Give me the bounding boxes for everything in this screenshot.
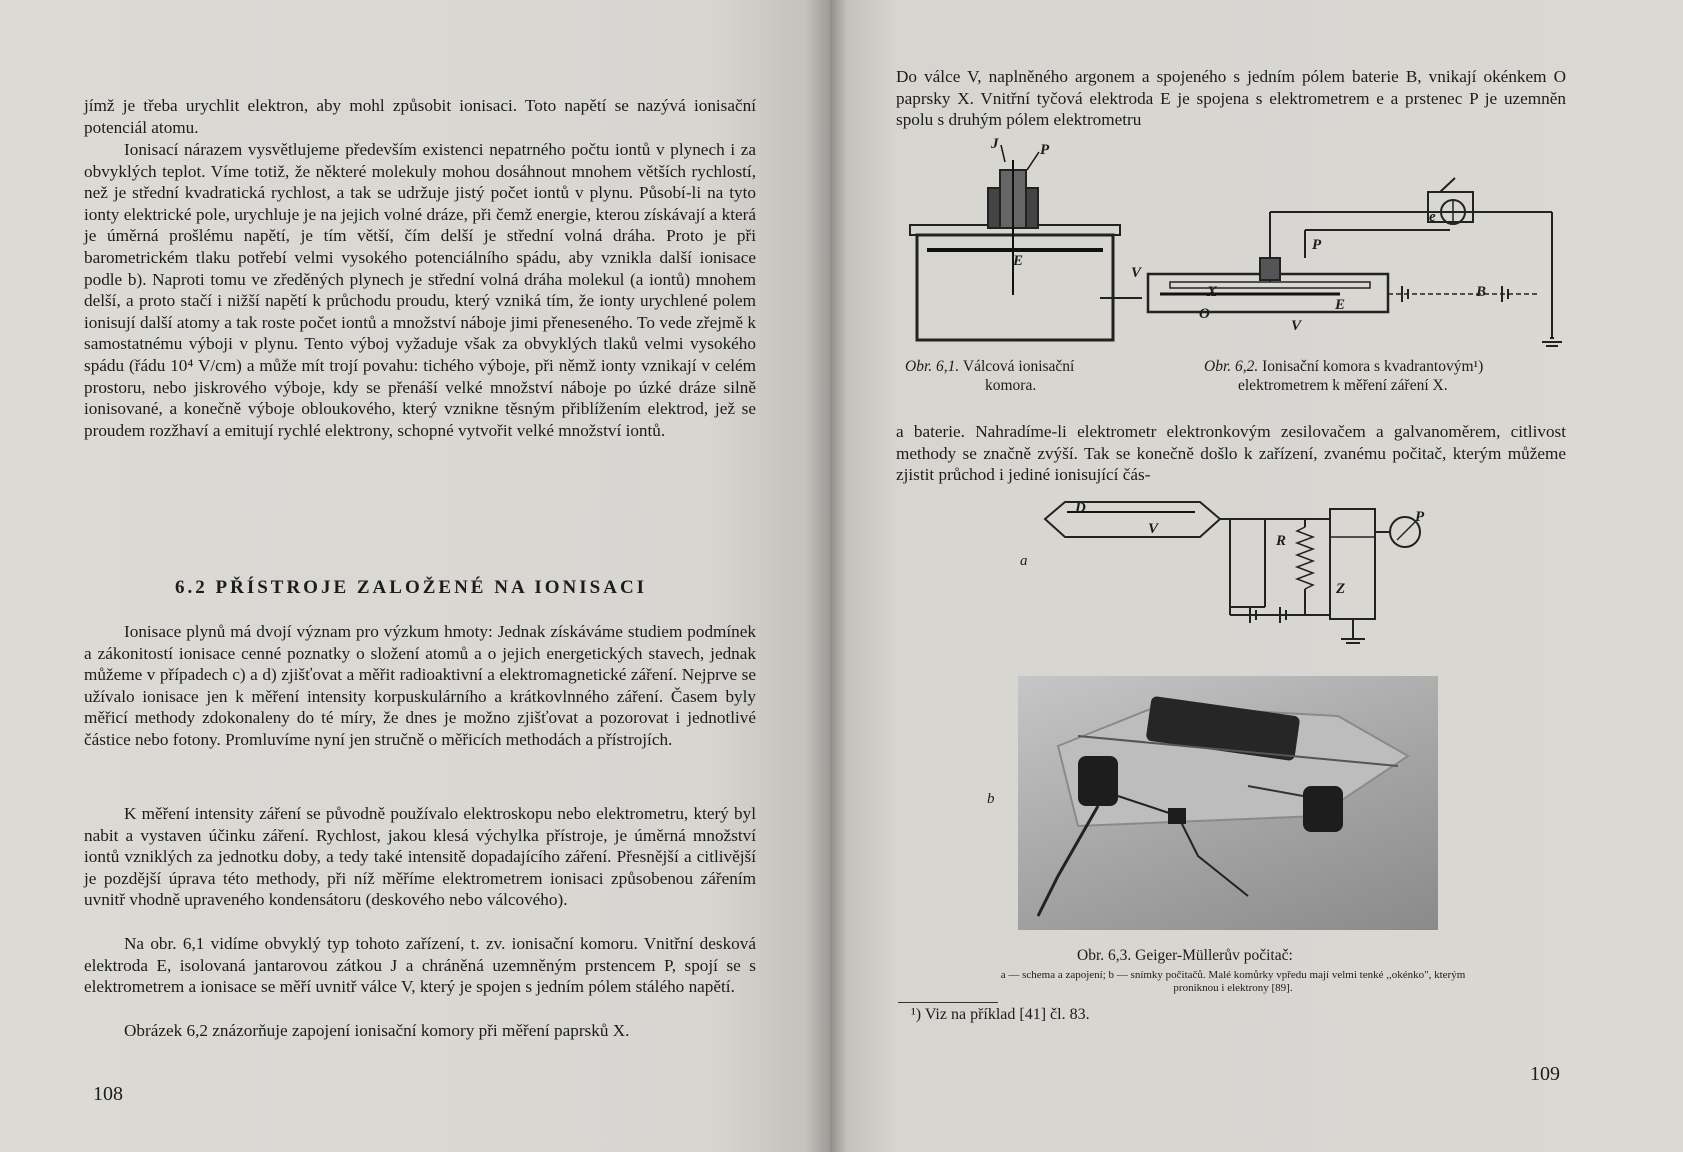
paragraph-middle-right: a baterie. Nahradíme-li elektrometr elektronkovým zesilovačem a galvanoměrem, citlivost methody se značně zvýší. Tak se konečně došlo k zařízení, zvanému počitač, kterým můžeme zjistit průchod i jediné ionisující čás- [896,422,1566,485]
paragraph-top-right: Do válce V, naplněného argonem a spojeného s jedním pólem baterie B, vnikají okénkem O paprsky X. Vnitřní tyčová elektroda E je spojena s elektrometrem e a prstenec P je uzemněn spolu s druhým pólem elektrometru [896,67,1566,130]
fig3-caption-sub2: proniknou i elektrony [89]. [1173,982,1293,994]
fig3-label-P: P [1415,509,1425,525]
paragraph-continuation: jímž je třeba urychlit elektron, aby mohl způsobit ionisaci. Toto napětí se nazývá ionisační potenciál atomu. [84,96,756,137]
figure-6-2-diagram [1190,170,1570,350]
fig1-caption-ref: Obr. 6,1. [905,358,960,375]
fig2-caption-line1: Ionisační komora s kvadrantovým¹) [1262,358,1484,375]
fig1-caption-line1: Válcová ionisační [962,358,1075,375]
figure-6-3-schematic [1035,497,1435,647]
fig1-label-J: J [991,136,999,152]
footnote-rule [898,1002,998,1003]
figure-6-1-diagram [905,140,1145,360]
fig1-caption-line2: komora. [985,377,1037,394]
page-number-right: 109 [1530,1063,1560,1085]
fig2-label-O: O [1199,306,1210,322]
fig3-label-R: R [1276,533,1287,549]
fig3-caption-title: Obr. 6,3. Geiger-Müllerův počitač: [1077,947,1293,964]
fig3-label-a: a [1020,553,1028,569]
fig1-label-P: P [1040,142,1050,158]
fig2-label-P: P [1312,237,1322,253]
footnote: ¹) Viz na příklad [41] čl. 83. [911,1006,1090,1023]
fig3-caption-sub1: a — schema a zapojení; b — snímky počitačů. Malé komůrky vpředu mají velmi tenké ,,okénko", kterým [1000,969,1466,981]
geiger-counter-photo [1018,676,1438,930]
fig1-label-V: V [1131,265,1142,281]
fig2-label-V: V [1291,318,1302,334]
fig2-caption-ref: Obr. 6,2. [1204,358,1259,375]
fig1-label-E: E [1013,253,1024,269]
fig2-label-e: e [1429,209,1436,225]
section-title: 6.2 PŘÍSTROJE ZALOŽENÉ NA IONISACI [175,577,648,598]
fig2-label-B: B [1476,284,1487,300]
fig2-label-E: E [1335,297,1346,313]
fig3-label-V: V [1148,521,1159,537]
paragraph-section-2: K měření intensity záření se původně používalo elektroskopu nebo elektrometru, který byl nabit a vystaven účinku záření. Rychlost, jakou klesá výchylka přístroje, je úměrná množství iontů vzniklých za jednotku doby, a tedy také intensitě dopadajícího záření. Přesnější a citlivější je pozdější úprava této methody, při níž měříme elektrometrem ionisaci způsobenou zářením uvnitř vhodně upraveného kondensátoru (deskového nebo válcového). [84,804,756,910]
fig3-label-D: D [1075,500,1086,516]
fig2-caption [1204,357,1569,395]
paragraph-section-3: Na obr. 6,1 vidíme obvyklý typ tohoto zařízení, t. zv. ionisační komoru. Vnitřní desková elektroda E, isolovaná jantarovou zátkou J a chráněná uzemněným prstencem P, spojí se s elektrometrem a ionisace se měří uvnitř válce V, který je spojen s jedním pólem stálého napětí. [84,934,756,997]
fig2-caption-line2: elektrometrem k měření záření X. [1238,377,1448,394]
left-page [0,0,830,1152]
fig3-label-Z: Z [1336,581,1346,597]
paragraph-ionisation: Ionisací nárazem vysvětlujeme především existenci nepatrného počtu iontů v plynech i za obvyklých teplot. Víme totiž, že některé molekuly mohou dosáhnout mnohem větších rychlostí, než je střední kvadratická rychlost, a tak se udržuje jistý počet iontů v plynu. Působí-li na tyto ionty elektrické pole, urychluje je na jejich volné dráze, při čemž energie, kterou získávají a která je úměrná prošlému napětí, je tím větší, čím delší je střední volná dráha. Proto je při barometrickém tlaku potřebí velmi vysokého potenciálního spádu, aby vznikla další ionisace podle b). Naproti tomu ve zředěných plynech je střední volná dráha molekul (a iontů) mnohem delší, a proto stačí i nižší napětí k průchodu proudu, který vzniká tím, že ionty urychlené polem ionisují další atomy a tak roste počet iontů a množství náboje jimi přeneseného. To vede zřejmě k samostatnému výboji v plynu. Tento výboj vyžaduje však za obvyklých tlaků velmi vysokého spádu (řádu 10⁴ V/cm) a může mít trojí povahu: tichého výboje, při němž ionty vznikají v celém prostoru, nebo jiskrového výboje, kdy se přenáší velké množství náboje po úzké dráze silně ionisované, a konečně výboje obloukového, který vznikne těsným přiblížením elektrod, jež se proudem rozžhaví a emitují rychlé elektrony, schopné vytvořit velké množství iontů. [84,140,756,440]
paragraph-section-4: Obrázek 6,2 znázorňuje zapojení ionisační komory při měření paprsků X. [124,1021,630,1040]
fig1-caption [905,357,1145,395]
fig2-label-X: X [1207,284,1218,300]
fig3-label-b: b [987,791,995,807]
paragraph-section-1: Ionisace plynů má dvojí význam pro výzkum hmoty: Jednak získáváme studiem podmínek a zákonitostí ionisace cenné poznatky o složení atomů a o jejich energetických stavech, jednak můžeme v případech c) a d) zjišťovat a měřit radioaktivní a elektromagnetické záření. Nejprve se užívalo ionisace jen k měření intensity korpuskulárního a krátkovlnného záření. Časem byly měřicí methody zdokonaleny do té míry, že dnes je možno zjišťovat a pozorovat i jednotlivé částice nebo fotony. Promluvíme nyní jen stručně o měřicích methodách a přístrojích. [84,622,756,749]
page-number-left: 108 [93,1083,123,1105]
